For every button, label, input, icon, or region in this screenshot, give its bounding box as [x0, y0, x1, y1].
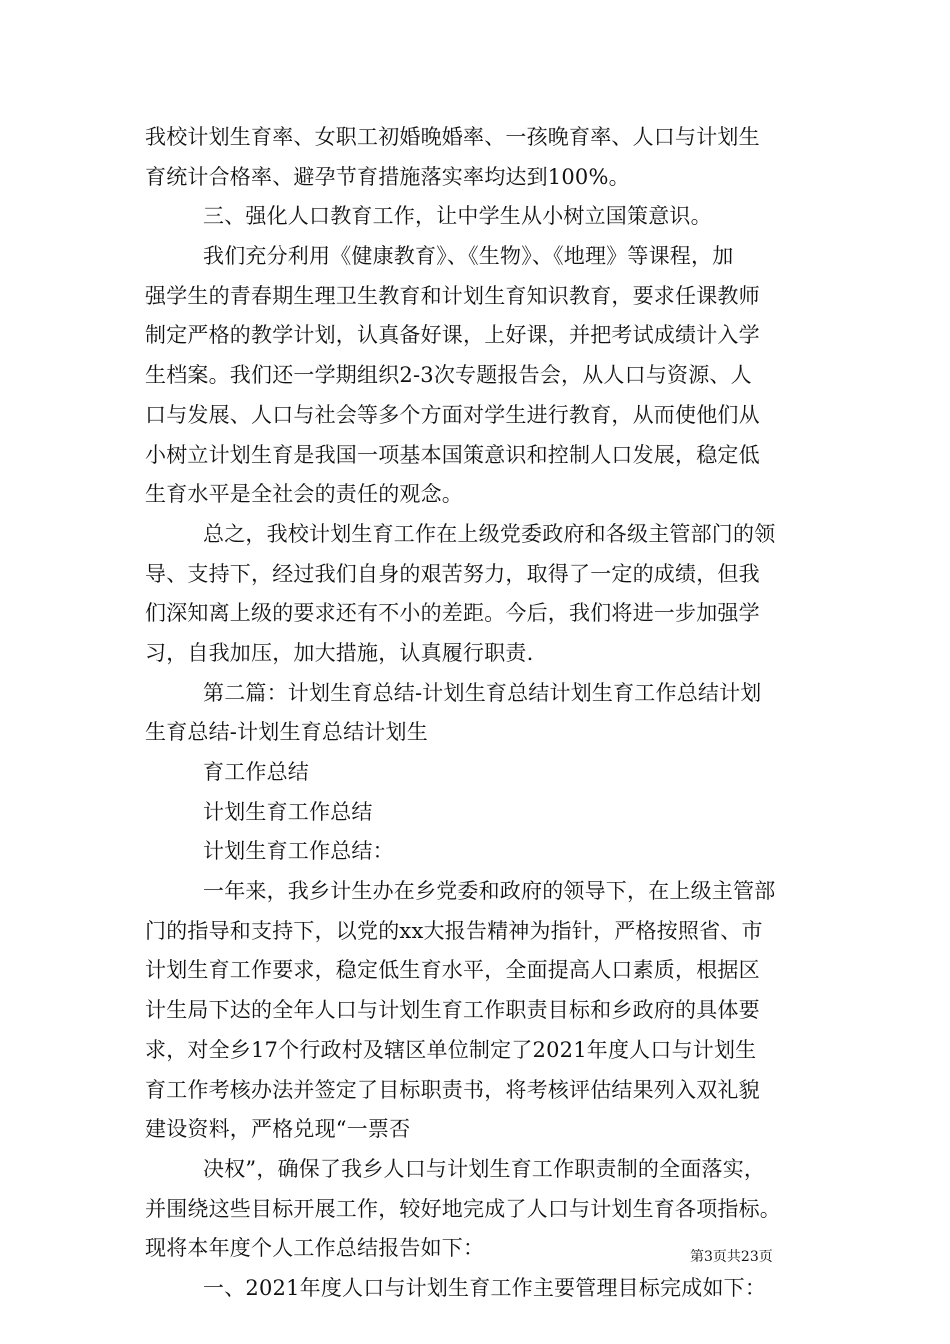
body-text: [145, 118, 820, 1309]
text-line: 并围绕这些目标开展工作，较好地完成了人口与计划生育各项指标。: [145, 1196, 781, 1221]
text-line: 决权”，确保了我乡人口与计划生育工作职责制的全面落实，: [203, 1156, 766, 1181]
text-line: 制定严格的教学计划，认真备好课，上好课，并把考试成绩计入学: [145, 323, 760, 348]
text-line: 育统计合格率、避孕节育措施落实率均达到100%。: [145, 164, 630, 189]
text-line: 生育水平是全社会的责任的观念。: [145, 482, 463, 507]
text-line: 总之，我校计划生育工作在上级党委政府和各级主管部门的领: [203, 521, 776, 546]
page-number-footer: 第3页共23页: [690, 1249, 773, 1265]
text-line: 计生局下达的全年人口与计划生育工作职责目标和乡政府的具体要: [145, 998, 760, 1023]
text-line: 导、支持下，经过我们自身的艰苦努力，取得了一定的成绩，但我: [145, 561, 760, 586]
text-line: 计划生育工作总结: [203, 799, 373, 824]
text-line: 三、强化人口教育工作，让中学生从小树立国策意识。: [203, 204, 712, 229]
text-line: 求，对全乡17个行政村及辖区单位制定了2021年度人口与计划生: [145, 1037, 757, 1062]
text-line: 一、2021年度人口与计划生育工作主要管理目标完成如下：: [203, 1275, 767, 1300]
text-line: 第二篇：计划生育总结-计划生育总结计划生育工作总结计划: [203, 680, 762, 705]
text-line: 我们充分利用《健康教育》、《生物》、《地理》等课程，加: [203, 244, 734, 269]
text-line: 生育总结-计划生育总结计划生: [145, 720, 428, 745]
text-line: 强学生的青春期生理卫生教育和计划生育知识教育，要求任课教师: [145, 283, 760, 308]
text-line: 计划生育工作要求，稳定低生育水平，全面提高人口素质，根据区: [145, 958, 760, 983]
text-line: 小树立计划生育是我国一项基本国策意识和控制人口发展，稳定低: [145, 442, 760, 467]
text-line: 一年来，我乡计生办在乡党委和政府的领导下，在上级主管部: [203, 879, 776, 904]
text-line: 们深知离上级的要求还有不小的差距。今后，我们将进一步加强学: [145, 601, 760, 626]
text-line: 计划生育工作总结：: [203, 839, 394, 864]
text-line: 习，自我加压，加大措施，认真履行职责.: [145, 640, 534, 665]
text-line: 生档案。我们还一学期组织2-3次专题报告会，从人口与资源、人: [145, 363, 752, 388]
text-line: 现将本年度个人工作总结报告如下：: [145, 1236, 485, 1261]
text-line: 口与发展、人口与社会等多个方面对学生进行教育，从而使他们从: [145, 402, 760, 427]
text-line: 育工作总结: [203, 760, 309, 784]
text-line: 门的指导和支持下，以党的xx大报告精神为指针，严格按照省、市: [145, 918, 763, 943]
text-line: 建设资料，严格兑现“一票否: [145, 1117, 411, 1142]
text-line: 育工作考核办法并签定了目标职责书，将考核评估结果列入双礼貌: [145, 1077, 760, 1102]
text-line: 我校计划生育率、女职工初婚晚婚率、一孩晚育率、人口与计划生: [145, 125, 760, 149]
